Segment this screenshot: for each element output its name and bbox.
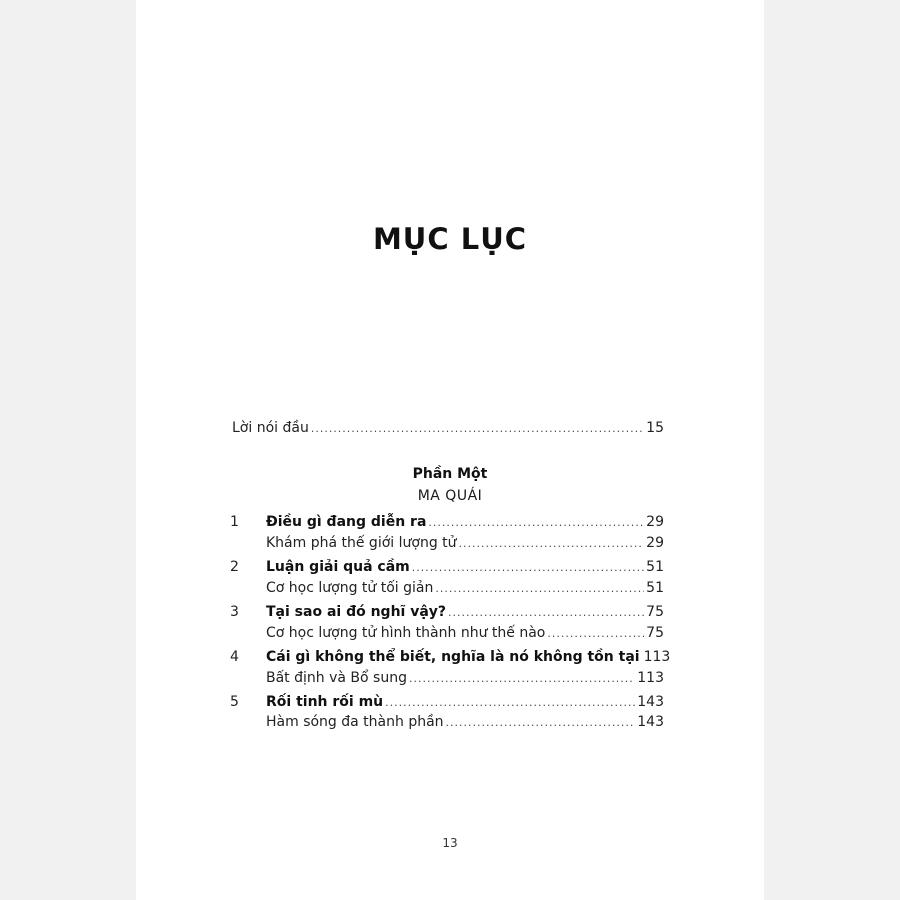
toc-entry-chapter bbox=[266, 513, 664, 532]
toc-entry-label: Lời nói đầu bbox=[232, 420, 309, 436]
leader-dots bbox=[385, 694, 635, 712]
toc-entry-subtitle bbox=[266, 713, 664, 732]
page-number: 13 bbox=[442, 836, 458, 850]
leader-dots bbox=[446, 714, 636, 732]
leader-dots bbox=[435, 580, 644, 598]
toc-entry-label: Tại sao ai đó nghĩ vậy? bbox=[266, 604, 447, 620]
part-subtitle: MA QUÁI bbox=[417, 488, 483, 504]
toc-entry-page: 75 bbox=[646, 625, 664, 641]
page-title: MỤC LỤC bbox=[372, 222, 528, 256]
toc-entry-page: 15 bbox=[646, 420, 664, 436]
leader-dots bbox=[459, 535, 645, 553]
toc-entry-chapter bbox=[266, 558, 664, 577]
toc-entry-page: 29 bbox=[646, 535, 664, 551]
part-heading: Phần Một bbox=[412, 466, 488, 482]
chapter-number: 5 bbox=[230, 694, 239, 710]
toc-entry-label: Hàm sóng đa thành phần bbox=[266, 714, 444, 730]
toc-entry-chapter bbox=[266, 603, 664, 622]
toc-entry-page: 51 bbox=[646, 559, 664, 575]
toc-entry-chapter bbox=[266, 648, 671, 667]
toc-entry-label: Rối tinh rối mù bbox=[266, 694, 384, 710]
toc-entry-chapter bbox=[266, 693, 664, 712]
toc-entry-label: Cơ học lượng tử hình thành như thế nào bbox=[266, 625, 546, 641]
toc-entry-subtitle bbox=[266, 669, 664, 688]
toc-entry-subtitle bbox=[266, 534, 664, 553]
leader-dots bbox=[448, 604, 644, 622]
toc-entry-page: 51 bbox=[646, 580, 664, 596]
toc-entry-subtitle bbox=[266, 579, 664, 598]
toc-entry-label: Khám phá thế giới lượng tử bbox=[266, 535, 457, 551]
toc-entry-label: Cái gì không thể biết, nghĩa là nó không tồn tại bbox=[266, 649, 640, 665]
chapter-number: 2 bbox=[230, 559, 239, 575]
leader-dots bbox=[409, 670, 635, 688]
toc-entry-page: 75 bbox=[646, 604, 664, 620]
toc-entry-page: 113 bbox=[643, 649, 671, 665]
toc-entry-label: Cơ học lượng tử tối giản bbox=[266, 580, 434, 596]
toc-entry-subtitle bbox=[266, 624, 664, 643]
leader-dots bbox=[412, 559, 644, 577]
toc-entry-page: 113 bbox=[637, 670, 664, 686]
chapter-number: 1 bbox=[230, 514, 239, 530]
chapter-number: 4 bbox=[230, 649, 239, 665]
toc-entry-page: 143 bbox=[637, 714, 664, 730]
toc-entry-label: Bất định và Bổ sung bbox=[266, 670, 407, 686]
toc-entry-label: Luận giải quả cầm bbox=[266, 559, 410, 575]
leader-dots bbox=[547, 625, 644, 643]
toc-entry-page: 143 bbox=[637, 694, 664, 710]
leader-dots bbox=[311, 420, 644, 438]
chapter-number: 3 bbox=[230, 604, 239, 620]
toc-entry-label: Điều gì đang diễn ra bbox=[266, 514, 427, 530]
toc-entry-preface bbox=[232, 419, 664, 438]
leader-dots bbox=[428, 514, 644, 532]
toc-entry-page: 29 bbox=[646, 514, 664, 530]
book-page bbox=[136, 0, 764, 900]
